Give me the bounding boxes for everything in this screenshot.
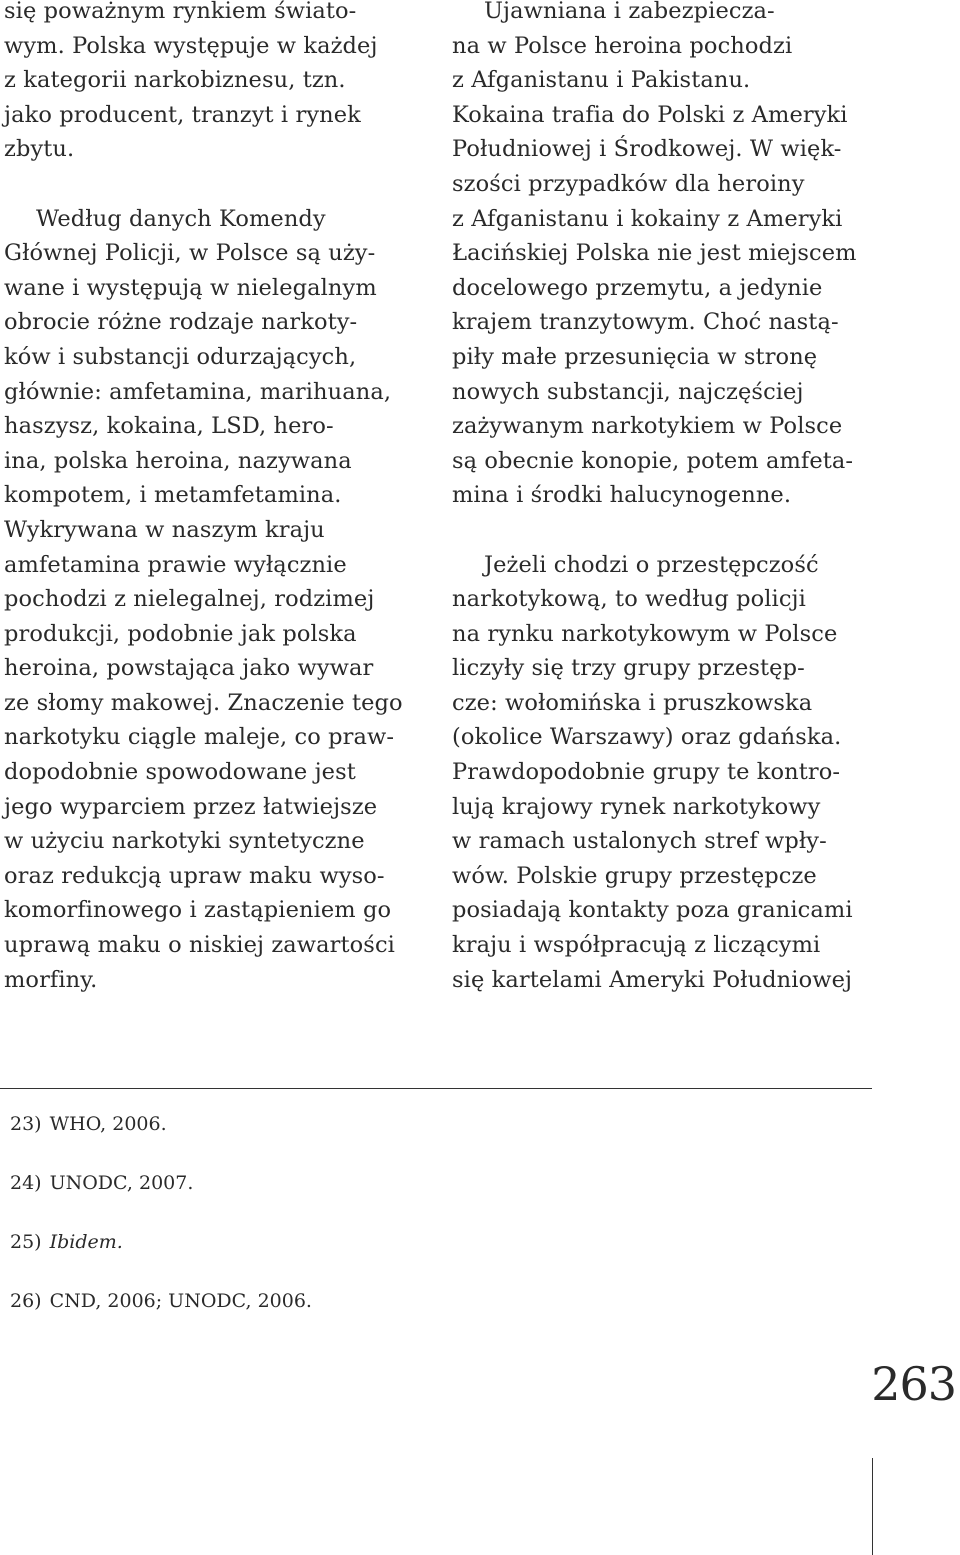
right-paragraph-1 (452, 0, 892, 513)
text-line: się kartelami Ameryki Południowej (452, 966, 853, 993)
text-line: zbytu. (4, 136, 75, 163)
footnote-23 (10, 1114, 312, 1134)
text-line: z Afganistanu i Pakistanu. (452, 67, 751, 94)
text-line: amfetamina prawie wyłącznie (4, 551, 347, 578)
footnote-number: 23) (10, 1113, 42, 1135)
paragraph-gap (452, 513, 892, 548)
text-line: pochodzi z nielegalnej, rodzimej (4, 586, 375, 613)
text-line: Ujawniana i zabezpiecza- (484, 0, 775, 24)
text-line: na rynku narkotykowym w Polsce (452, 620, 838, 647)
text-line: Wykrywana w naszym kraju (4, 516, 325, 543)
text-line: kraju i współpracują z liczącymi (452, 932, 821, 959)
footnote-number: 25) (10, 1231, 42, 1253)
right-column (452, 0, 892, 997)
text-line: Jeżeli chodzi o przestępczość (484, 551, 819, 578)
text-line: wów. Polskie grupy przestępcze (452, 862, 817, 889)
text-line: ków i substancji odurzających, (4, 343, 357, 370)
left-paragraph-1 (4, 0, 434, 167)
text-line: jako producent, tranzyt i rynek (4, 101, 361, 128)
text-line: z kategorii narkobiznesu, tzn. (4, 67, 346, 94)
text-line: szości przypadków dla heroiny (452, 170, 805, 197)
text-line: się poważnym rynkiem świato- (4, 0, 357, 24)
right-paragraph-2 (452, 548, 892, 998)
text-line: produkcji, podobnie jak polska (4, 620, 357, 647)
text-line: cze: wołomińska i pruszkowska (452, 689, 813, 716)
text-line: mina i środki halucynogenne. (452, 482, 792, 509)
text-line: liczyły się trzy grupy przestęp- (452, 655, 805, 682)
footnote-number: 26) (10, 1290, 42, 1312)
text-line: ina, polska heroina, nazywana (4, 447, 352, 474)
margin-rule (872, 1458, 873, 1555)
text-line: w ramach ustalonych stref wpły- (452, 828, 827, 855)
text-line: Prawdopodobnie grupy te kontro- (452, 759, 841, 786)
footnote-24 (10, 1173, 312, 1193)
footnote-text: UNODC, 2007. (49, 1172, 194, 1194)
text-line: Kokaina trafia do Polski z Ameryki (452, 101, 848, 128)
text-line: narkotykową, to według policji (452, 586, 806, 613)
footnote-26 (10, 1291, 312, 1311)
text-line: Łacińskiej Polska nie jest miejscem (452, 240, 857, 267)
page-number: 263 (871, 1357, 956, 1411)
text-line: lują krajowy rynek narkotykowy (452, 793, 821, 820)
text-line: Głównej Policji, w Polsce są uży- (4, 240, 376, 267)
text-line: morfiny. (4, 966, 98, 993)
text-line: na w Polsce heroina pochodzi (452, 32, 793, 59)
text-line: Południowej i Środkowej. W więk- (452, 136, 842, 163)
text-line: (okolice Warszawy) oraz gdańska. (452, 724, 842, 751)
text-line: obrocie różne rodzaje narkoty- (4, 309, 358, 336)
text-line: komorfinowego i zastąpieniem go (4, 897, 392, 924)
text-line: zażywanym narkotykiem w Polsce (452, 413, 843, 440)
footnotes (10, 1114, 312, 1350)
text-line: haszysz, kokaina, LSD, hero- (4, 413, 334, 440)
text-line: dopodobnie spowodowane jest (4, 759, 356, 786)
footnote-text: WHO, 2006. (49, 1113, 167, 1135)
text-line: w użyciu narkotyki syntetyczne (4, 828, 365, 855)
text-line: piły małe przesunięcia w stronę (452, 343, 818, 370)
text-line: krajem tranzytowym. Choć nastą- (452, 309, 839, 336)
text-line: oraz redukcją upraw maku wyso- (4, 862, 385, 889)
text-line: posiadają kontakty poza granicami (452, 897, 853, 924)
text-line: kompotem, i metamfetamina. (4, 482, 342, 509)
text-line: są obecnie konopie, potem amfeta- (452, 447, 854, 474)
text-line: wym. Polska występuje w każdej (4, 32, 378, 59)
footnote-text: CND, 2006; UNODC, 2006. (49, 1290, 312, 1312)
footnote-rule (0, 1088, 872, 1089)
text-line: uprawą maku o niskiej zawartości (4, 932, 395, 959)
text-line: z Afganistanu i kokainy z Ameryki (452, 205, 843, 232)
text-line: heroina, powstająca jako wywar (4, 655, 374, 682)
footnote-text: Ibidem. (49, 1231, 123, 1253)
text-line: Według danych Komendy (36, 205, 326, 232)
footnote-number: 24) (10, 1172, 42, 1194)
text-line: nowych substancji, najczęściej (452, 378, 804, 405)
text-line: narkotyku ciągle maleje, co praw- (4, 724, 395, 751)
text-line: docelowego przemytu, a jedynie (452, 274, 823, 301)
text-line: jego wyparciem przez łatwiejsze (4, 793, 378, 820)
text-line: głównie: amfetamina, marihuana, (4, 378, 392, 405)
footnote-25 (10, 1232, 312, 1252)
paragraph-gap (4, 167, 434, 202)
text-line: wane i występują w nielegalnym (4, 274, 377, 301)
left-paragraph-2 (4, 202, 434, 998)
text-line: ze słomy makowej. Znaczenie tego (4, 689, 403, 716)
left-column (4, 0, 434, 997)
